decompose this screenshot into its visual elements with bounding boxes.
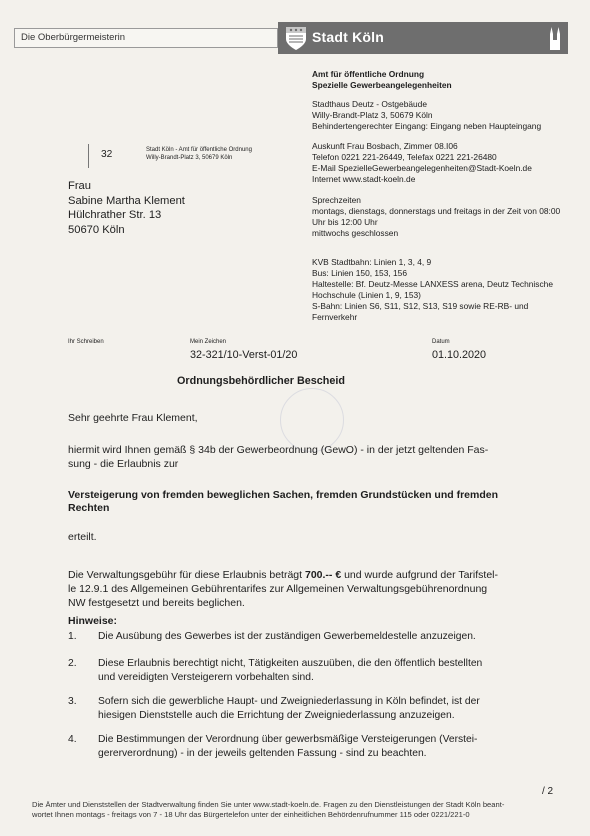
- mayor-label: Die Oberbürgermeisterin: [21, 32, 126, 43]
- fee-amount: 700.-- €: [304, 569, 342, 581]
- note-number: 1.: [68, 631, 77, 642]
- footer-line2: wortet Ihnen montags - freitags von 7 - 18 Uhr das Bürgertelefon unter der einheitlichen Behördenrufnummer 115 oder 0221/221-0: [32, 810, 470, 819]
- footer-note: [32, 800, 542, 820]
- recipient-city: 50670 Köln: [68, 223, 125, 236]
- city-name: Stadt Köln: [312, 29, 384, 45]
- note-line1: Die Ausübung des Gewerbes ist der zuständigen Gewerbemeldestelle anzuzeigen.: [98, 631, 476, 642]
- subject-line2: Rechten: [68, 502, 110, 514]
- my-ref-label: Mein Zeichen: [190, 339, 227, 345]
- intro-line2: sung - die Erlaubnis zur: [68, 458, 179, 470]
- fee-text-b: und wurde aufgrund der Tarifstel-: [341, 569, 498, 581]
- notes-label: Hinweise:: [68, 615, 118, 627]
- address-block: [312, 99, 541, 132]
- note-line2: und vereidigten Versteigerern vorbehalten sind.: [98, 672, 314, 683]
- city-header-bar: [278, 22, 568, 54]
- note-line1: Die Bestimmungen der Verordnung über gewerbsmäßige Versteigerungen (Verstei-: [98, 734, 478, 745]
- transit-line5: S-Bahn: Linien S6, S11, S12, S13, S19 sowie RE-RB- und: [312, 301, 529, 311]
- hours-line2: Uhr bis 12:00 Uhr: [312, 217, 378, 227]
- sender-number: 32: [101, 149, 113, 160]
- contact-block: [312, 141, 532, 185]
- recipient-salutation: Frau: [68, 180, 92, 192]
- subject-line1: Versteigerung von fremden beweglichen Sachen, fremden Grundstücken und fremden: [68, 489, 499, 501]
- sender-divider: [88, 144, 89, 168]
- fee-line1: [68, 568, 498, 582]
- hours-line1: montags, dienstags, donnerstags und freitags in der Zeit von 08:00: [312, 206, 561, 216]
- contact-person: Auskunft Frau Bosbach, Zimmer 08.I06: [312, 141, 458, 151]
- greeting: Sehr geehrte Frau Klement,: [68, 412, 198, 424]
- transit-line6: Fernverkehr: [312, 312, 358, 322]
- recipient-street: Hülchrather Str. 13: [68, 209, 162, 221]
- note-line1: Sofern sich die gewerbliche Haupt- und Zweigniederlassung in Köln befindet, ist der: [98, 696, 480, 707]
- fee-text-a: Die Verwaltungsgebühr für diese Erlaubnis beträgt: [68, 569, 305, 581]
- hours-line3: mittwochs geschlossen: [312, 228, 399, 238]
- transit-line2: Bus: Linien 150, 153, 156: [312, 268, 407, 278]
- footer-line1: Die Ämter und Dienststellen der Stadtverwaltung finden Sie unter www.stadt-koeln.de. Fragen zu den Dienstleistungen der Stadt Köln beant-: [32, 800, 505, 809]
- contact-web[interactable]: Internet www.stadt-koeln.de: [312, 174, 416, 184]
- transit-line3: Haltestelle: Bf. Deutz-Messe LANXESS arena, Deutz Technische: [312, 279, 553, 289]
- my-ref-value: 32-321/10-Verst-01/20: [190, 349, 298, 361]
- transit-line1: KVB Stadtbahn: Linien 1, 3, 4, 9: [312, 257, 432, 267]
- building-line: Stadthaus Deutz - Ostgebäude: [312, 99, 427, 109]
- note-line2: gererverordnung) - in der jeweils geltenden Fassung - sind zu beachten.: [98, 748, 427, 759]
- recipient-name: Sabine Martha Klement: [68, 194, 185, 207]
- hours-label: Sprechzeiten: [312, 195, 361, 205]
- sender-line1: Stadt Köln - Amt für öffentliche Ordnung: [146, 147, 252, 153]
- contact-email[interactable]: E-Mail SpezielleGewerbeangelegenheiten@Stadt-Koeln.de: [312, 163, 532, 173]
- intro-line1: hiermit wird Ihnen gemäß § 34b der Gewerbeordnung (GewO) - in der jetzt geltenden Fas-: [68, 444, 489, 456]
- office-hours: [312, 195, 560, 239]
- fee-line2: le 12.9.1 des Allgemeinen Gebührentarifes zur Allgemeinen Verwaltungsgebührenordnung: [68, 583, 488, 595]
- cathedral-icon: [548, 26, 562, 50]
- transit-info: [312, 257, 553, 323]
- date-label: Datum: [432, 339, 450, 345]
- note-line1: Diese Erlaubnis berechtigt nicht, Tätigkeiten auszuüben, die den öffentlich bestellten: [98, 658, 483, 669]
- your-letter-label: Ihr Schreiben: [68, 339, 104, 345]
- street-line: Willy-Brandt-Platz 3, 50679 Köln: [312, 110, 433, 120]
- office-name-line2: Spezielle Gewerbeangelegenheiten: [312, 80, 452, 90]
- contact-phone: Telefon 0221 221-26449, Telefax 0221 221-26480: [312, 152, 497, 162]
- office-name-line1: Amt für öffentliche Ordnung: [312, 69, 425, 79]
- note-number: 4.: [68, 734, 77, 745]
- note-number: 2.: [68, 658, 77, 669]
- transit-line4: Hochschule (Linien 1, 9, 153): [312, 290, 421, 300]
- granted-text: erteilt.: [68, 531, 97, 543]
- letter-title: Ordnungsbehördlicher Bescheid: [177, 375, 345, 387]
- mayor-header-box: [14, 28, 278, 48]
- date-value: 01.10.2020: [432, 349, 487, 361]
- note-number: 3.: [68, 696, 77, 707]
- fee-line3: NW festgesetzt und bereits beglichen.: [68, 597, 245, 609]
- page-number: / 2: [542, 786, 554, 797]
- recipient-address: [68, 179, 185, 237]
- city-crest-icon: [284, 25, 308, 51]
- access-line: Behindertengerechter Eingang: Eingang neben Haupteingang: [312, 121, 542, 131]
- sender-line2: Willy-Brandt-Platz 3, 50679 Köln: [146, 155, 233, 161]
- note-line2: hiesigen Dienststelle auch die Errichtung der Zweigniederlassung anzuzeigen.: [98, 710, 455, 721]
